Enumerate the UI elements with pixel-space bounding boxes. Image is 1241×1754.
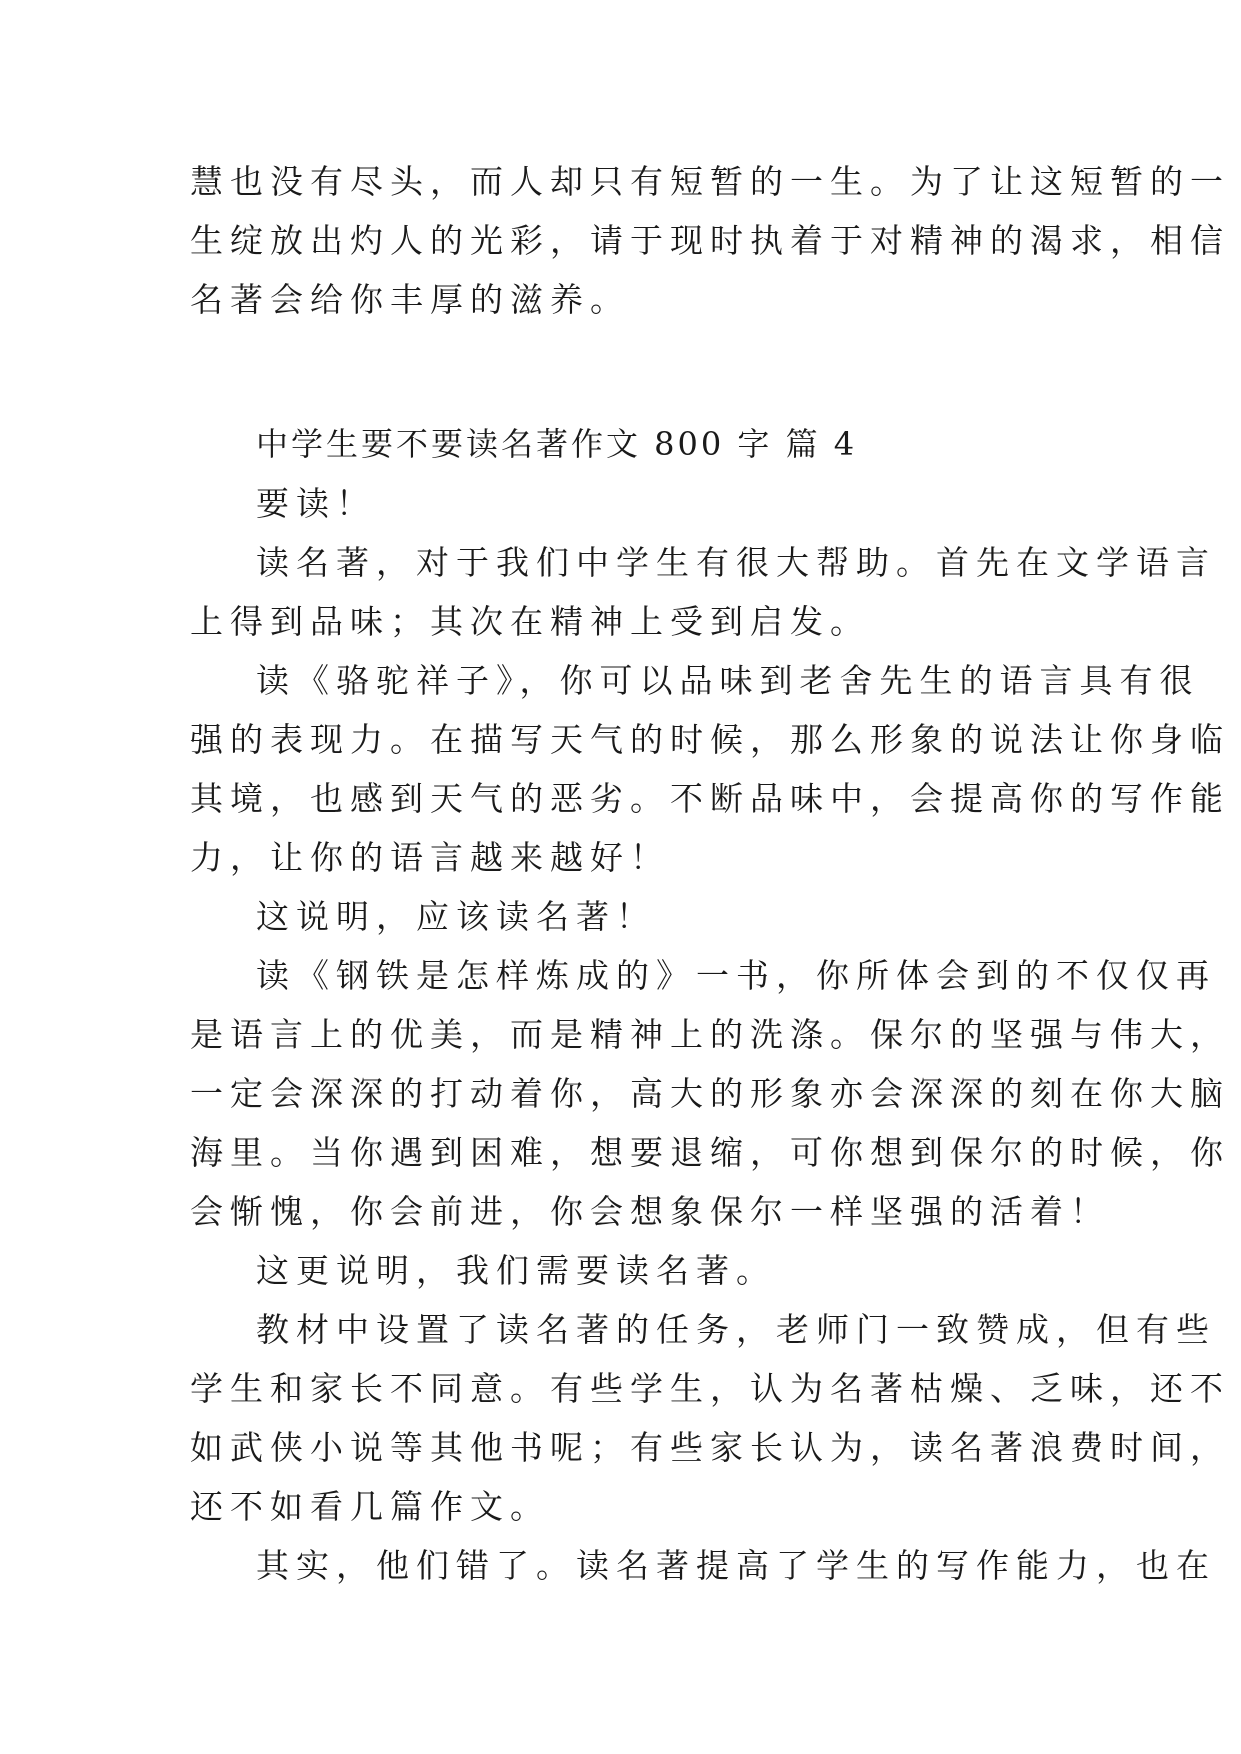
section-title: 中学生要不要读名著作文 800 字 篇 4 <box>256 425 858 463</box>
section-gap <box>190 329 1052 415</box>
text-line: 这更说明，我们需要读名著。 <box>256 1251 776 1290</box>
text-line: 海里。当你遇到困难，想要退缩，可你想到保尔的时候，你 <box>190 1133 1230 1172</box>
text-line: 这说明，应该读名著！ <box>256 897 656 936</box>
text-line: 教材中设置了读名著的任务，老师门一致赞成，但有些 <box>256 1310 1216 1349</box>
text-line: 会惭愧，你会前进，你会想象保尔一样坚强的活着！ <box>190 1192 1110 1231</box>
text-line: 要读！ <box>256 484 376 523</box>
section-body <box>190 474 1230 1595</box>
text-line: 慧也没有尽头，而人却只有短暂的一生。为了让这短暂的一 <box>190 162 1230 201</box>
continuation-paragraph <box>190 152 1230 329</box>
text-line: 力，让你的语言越来越好！ <box>190 838 670 877</box>
text-line: 读名著，对于我们中学生有很大帮助。首先在文学语言 <box>256 543 1216 582</box>
text-line: 读《钢铁是怎样炼成的》一书，你所体会到的不仅仅再 <box>256 956 1216 995</box>
text-line: 上得到品味；其次在精神上受到启发。 <box>190 602 870 641</box>
text-line: 学生和家长不同意。有些学生，认为名著枯燥、乏味，还不 <box>190 1369 1230 1408</box>
text-line: 还不如看几篇作文。 <box>190 1487 550 1526</box>
text-line: 名著会给你丰厚的滋养。 <box>190 280 630 319</box>
document-page <box>190 152 1230 1595</box>
text-line: 强的表现力。在描写天气的时候，那么形象的说法让你身临 <box>190 720 1230 759</box>
text-line: 其实，他们错了。读名著提高了学生的写作能力，也在 <box>256 1546 1216 1585</box>
text-line: 一定会深深的打动着你，高大的形象亦会深深的刻在你大脑 <box>190 1074 1230 1113</box>
text-line: 如武侠小说等其他书呢；有些家长认为，读名著浪费时间， <box>190 1428 1230 1467</box>
text-line: 其境，也感到天气的恶劣。不断品味中，会提高你的写作能 <box>190 779 1230 818</box>
text-line: 是语言上的优美，而是精神上的洗涤。保尔的坚强与伟大， <box>190 1015 1230 1054</box>
text-line: 读《骆驼祥子》，你可以品味到老舍先生的语言具有很 <box>256 661 1200 700</box>
text-line: 生绽放出灼人的光彩，请于现时执着于对精神的渴求，相信 <box>190 221 1230 260</box>
